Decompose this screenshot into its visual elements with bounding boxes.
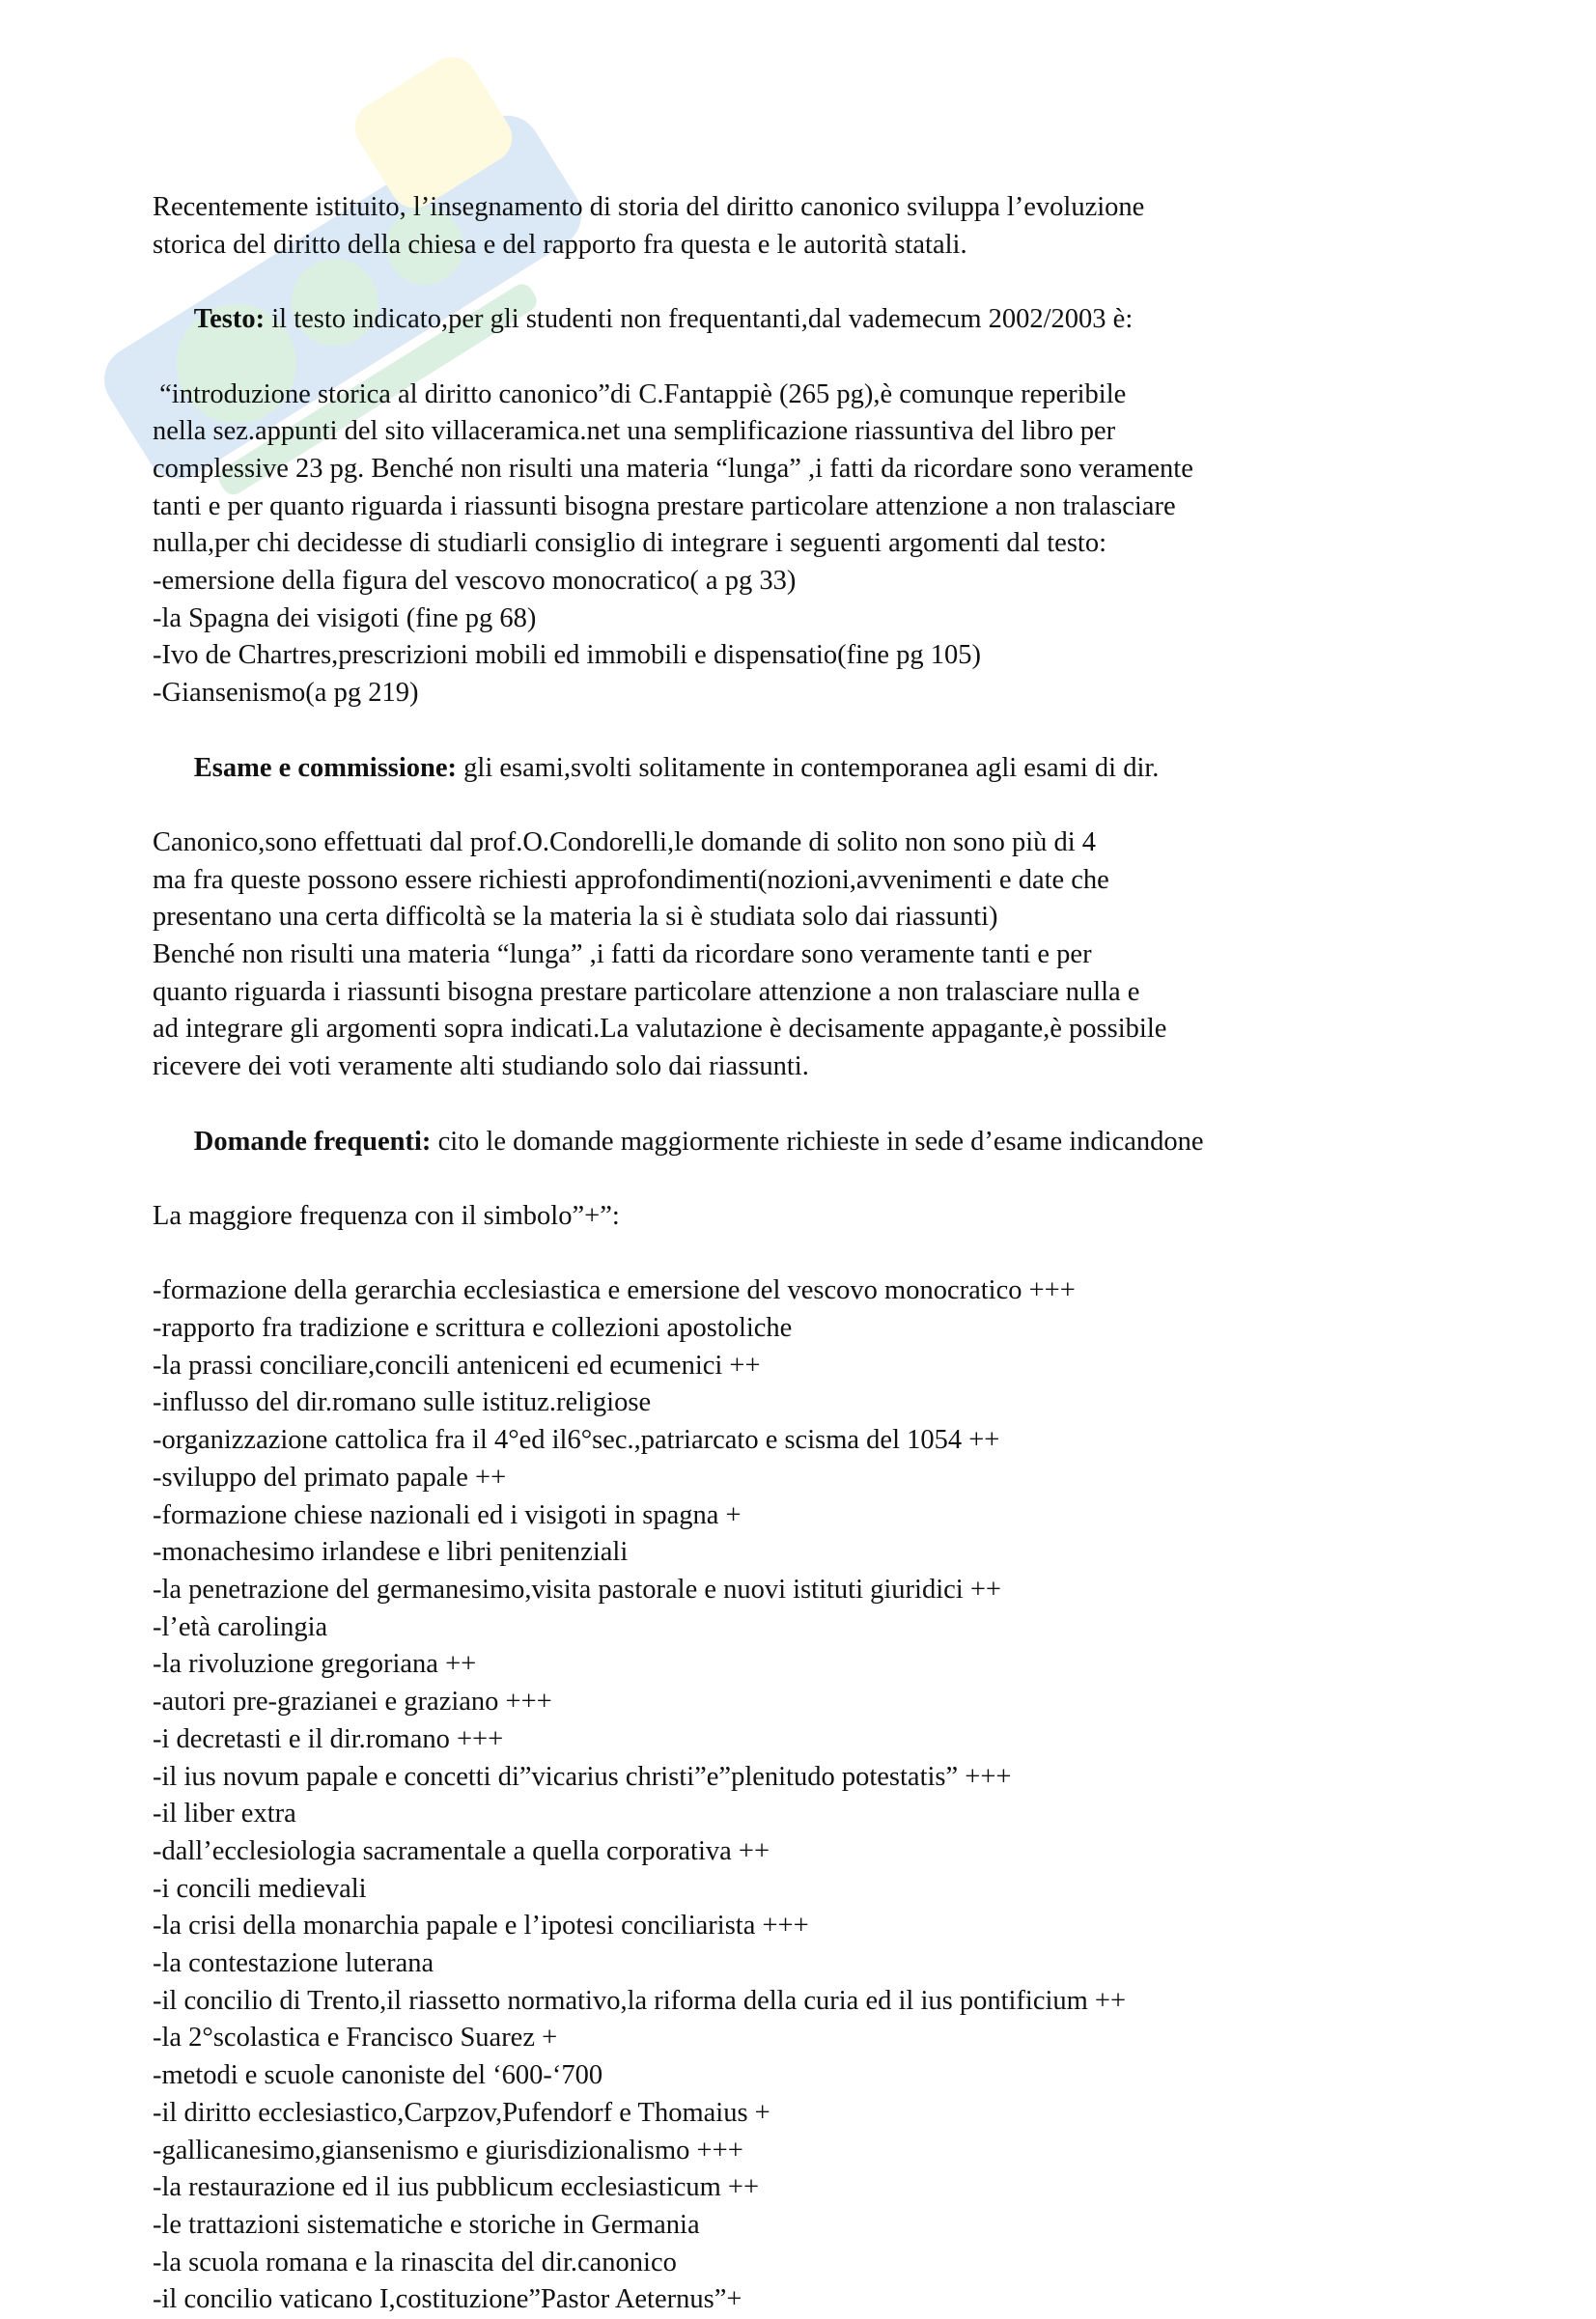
list-item: -influsso del dir.romano sulle istituz.religiose — [153, 1387, 652, 1418]
testo-line: nulla,per chi decidesse di studiarli consiglio di integrare i seguenti argomenti dal testo: — [153, 528, 1107, 559]
testo-line: -Giansenismo(a pg 219) — [153, 678, 419, 709]
esame-line: ad integrare gli argomenti sopra indicati.La valutazione è decisamente appagante,è possibile — [153, 1014, 1167, 1045]
testo-line: “introduzione storica al diritto canonico”di C.Fantappiè (265 pg),è comunque reperibile — [153, 378, 1127, 409]
domande-label: Domande frequenti: — [193, 1126, 432, 1157]
esame-line: ma fra queste possono essere richiesti approfondimenti(nozioni,avvenimenti e date che — [153, 864, 1109, 895]
list-item: -metodi e scuole canoniste del ‘600-‘700 — [153, 2060, 603, 2091]
list-item: -la restaurazione ed il ius pubblicum ecclesiasticum ++ — [153, 2172, 760, 2203]
list-item: -il ius novum papale e concetti di”vicarius christi”e”plenitudo potestatis” +++ — [153, 1761, 1012, 1792]
testo-line: complessive 23 pg. Benché non risulti una materia “lunga” ,i fatti da ricordare sono veramente — [153, 453, 1193, 484]
esame-line: presentano una certa difficoltà se la materia la si è studiata solo dai riassunti) — [153, 902, 998, 933]
testo-label: Testo: — [193, 304, 266, 335]
testo-line: -la Spagna dei visigoti (fine pg 68) — [153, 602, 537, 633]
testo-line: tanti e per quanto riguarda i riassunti bisogna prestare particolare attenzione a non tralasciare — [153, 490, 1176, 521]
intro-line: storica del diritto della chiesa e del rapporto fra questa e le autorità statali. — [153, 229, 967, 260]
intro-paragraph — [153, 189, 1398, 264]
list-item: -monachesimo irlandese e libri penitenziali — [153, 1537, 629, 1568]
list-item: -la scuola romana e la rinascita del dir.canonico — [153, 2247, 677, 2277]
list-item: -formazione chiese nazionali ed i visigoti in spagna + — [153, 1499, 742, 1530]
testo-line: nella sez.appunti del sito villaceramica.net una semplificazione riassuntiva del libro per — [153, 416, 1116, 447]
list-item: -formazione della gerarchia ecclesiastica e emersione del vescovo monocratico +++ — [153, 1275, 1076, 1306]
intro-line: Recentemente istituito, l’insegnamento di storia del diritto canonico sviluppa l’evoluzione — [153, 192, 1145, 222]
list-item: -il concilio di Trento,il riassetto normativo,la riforma della curia ed il ius pontificium ++ — [153, 1985, 1127, 2016]
esame-line: ricevere dei voti veramente alti studiando solo dai riassunti. — [153, 1051, 809, 1082]
domande-section — [153, 1086, 1398, 2319]
list-item: -la penetrazione del germanesimo,visita pastorale e nuovi istituti giuridici ++ — [153, 1575, 1001, 1605]
list-item: -gallicanesimo,giansenismo e giurisdizionalismo +++ — [153, 2135, 743, 2165]
testo-line: -Ivo de Chartres,prescrizioni mobili ed immobili e dispensatio(fine pg 105) — [153, 640, 981, 671]
testo-line: -emersione della figura del vescovo monocratico( a pg 33) — [153, 566, 797, 597]
testo-section — [153, 264, 1398, 712]
list-item: -la crisi della monarchia papale e l’ipotesi conciliarista +++ — [153, 1911, 809, 1942]
list-item: -la 2°scolastica e Francisco Suarez + — [153, 2023, 558, 2054]
esame-line: quanto riguarda i riassunti bisogna prestare particolare attenzione a non tralasciare nulla e — [153, 976, 1140, 1007]
list-item: -il diritto ecclesiastico,Carpzov,Pufendorf e Thomaius + — [153, 2097, 770, 2128]
list-item: -i decretasti e il dir.romano +++ — [153, 1723, 504, 1754]
list-item: -organizzazione cattolica fra il 4°ed il6°sec.,patriarcato e scisma del 1054 ++ — [153, 1425, 1000, 1456]
list-item: -la prassi conciliare,concili anteniceni ed ecumenici ++ — [153, 1350, 761, 1381]
list-item: -la contestazione luterana — [153, 1948, 434, 1979]
list-item: -il concilio vaticano I,costituzione”Pastor Aeternus”+ — [153, 2284, 742, 2315]
domande-list — [153, 1272, 1398, 2319]
esame-heading-line — [153, 712, 1398, 824]
esame-first-line: gli esami,svolti solitamente in contemporanea agli esami di dir. — [457, 752, 1160, 783]
list-item: -dall’ecclesiologia sacramentale a quella corporativa ++ — [153, 1835, 770, 1866]
document-page — [153, 189, 1398, 2319]
section-spacer — [153, 1236, 1398, 1273]
list-item: -l’età carolingia — [153, 1611, 328, 1642]
list-item: -sviluppo del primato papale ++ — [153, 1462, 507, 1493]
list-item: -i concili medievali — [153, 1873, 367, 1904]
esame-line: Canonico,sono effettuati dal prof.O.Condorelli,le domande di solito non sono più di 4 — [153, 826, 1097, 857]
list-item: -le trattazioni sistematiche e storiche in Germania — [153, 2209, 700, 2240]
list-item: -la rivoluzione gregoriana ++ — [153, 1649, 477, 1680]
testo-first-line: il testo indicato,per gli studenti non frequentanti,dal vademecum 2002/2003 è: — [265, 304, 1134, 335]
list-item: -il liber extra — [153, 1799, 296, 1830]
domande-heading-line — [153, 1086, 1398, 1198]
domande-first-line: cito le domande maggiormente richieste in sede d’esame indicandone — [431, 1126, 1204, 1157]
esame-line: Benché non risulti una materia “lunga” ,i fatti da ricordare sono veramente tanti e per — [153, 939, 1092, 970]
esame-label: Esame e commissione: — [193, 752, 458, 783]
testo-heading-line — [153, 264, 1398, 376]
list-item: -rapporto fra tradizione e scrittura e collezioni apostoliche — [153, 1313, 793, 1344]
domande-line: La maggiore frequenza con il simbolo”+”: — [153, 1200, 620, 1231]
list-item: -autori pre-grazianei e graziano +++ — [153, 1687, 552, 1718]
esame-section — [153, 712, 1398, 1086]
